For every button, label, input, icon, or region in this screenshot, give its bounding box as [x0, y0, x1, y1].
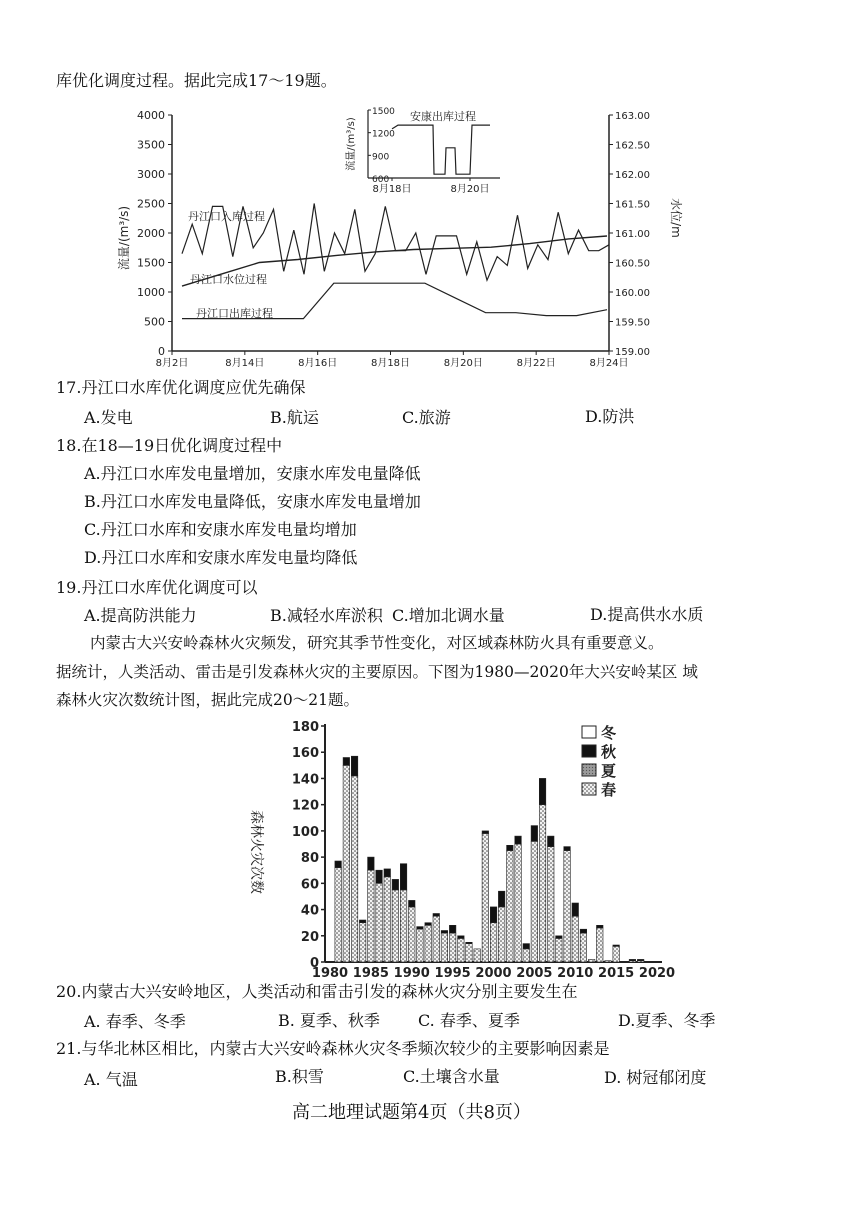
bar-1990-春: [409, 907, 416, 962]
left-tick-label: 3500: [137, 138, 165, 152]
y-tick-label: 140: [291, 772, 319, 788]
y-tick-label: 0: [309, 956, 319, 971]
y-tick-label: 20: [300, 929, 319, 945]
bar-2017-秋: [629, 959, 636, 960]
bar-2014-春: [605, 961, 612, 962]
ankang-inset: [344, 107, 500, 195]
inset-title: 安康出库过程: [410, 110, 476, 123]
q21-option-d[interactable]: D. 树冠郁闭度: [604, 1068, 707, 1087]
bar-2011-秋: [580, 929, 587, 933]
bar-2013-秋: [597, 925, 604, 928]
bar-1987-秋: [384, 869, 391, 877]
q18-option-d[interactable]: D.丹江口水库和安康水库发电量均降低: [84, 548, 358, 567]
bar-2004-春: [523, 949, 530, 962]
legend-label: 春: [601, 781, 617, 799]
x-tick-label: 2005: [516, 966, 553, 981]
right-tick-label: 159.00: [615, 347, 650, 358]
bar-2001-秋: [498, 891, 505, 907]
left-tick-label: 1500: [137, 256, 165, 270]
forest-fire-chart: [0, 712, 860, 987]
inset-ylabel: 流量/(m³/s): [346, 117, 357, 171]
bar-1995-春: [449, 933, 456, 962]
paragraph-line-1: 内蒙古大兴安岭森林火灾频发，研究其季节性变化，对区域森林防火具有重要意义。: [90, 634, 664, 652]
left-tick-label: 2000: [137, 227, 165, 240]
q20-option-b[interactable]: B. 夏季、秋季: [278, 1011, 380, 1030]
bar-2007-秋: [548, 836, 555, 847]
bar-1999-春: [482, 834, 489, 963]
bar-1989-秋: [400, 864, 407, 890]
inset-y-tick-label: 1200: [372, 129, 395, 140]
left-tick-label: 4000: [137, 109, 165, 122]
q17-option-d[interactable]: D.防洪: [585, 407, 635, 426]
q18-option-a[interactable]: A.丹江口水库发电量增加，安康水库发电量降低: [84, 464, 421, 483]
right-tick-label: 161.00: [615, 229, 650, 240]
inset-series-line: [392, 125, 490, 174]
q21-stem: 21.与华北林区相比，内蒙古大兴安岭森林火灾冬季频次较少的主要影响因素是: [56, 1039, 610, 1058]
bar-1998-春: [474, 949, 481, 962]
bar-2018-秋: [637, 959, 644, 960]
right-tick-label: 160.00: [615, 288, 650, 299]
y-axis-label: 森林火灾次数: [248, 810, 264, 894]
right-tick-label: 162.50: [615, 140, 650, 152]
bar-2002-秋: [507, 845, 513, 850]
inset-y-tick-label: 600: [372, 175, 390, 185]
q20-option-d[interactable]: D.夏季、冬季: [618, 1011, 716, 1030]
inset-x-tick-label: 8月20日: [450, 184, 490, 195]
right-tick-label: 161.50: [615, 199, 650, 211]
bar-1988-春: [392, 890, 399, 962]
bar-2005-秋: [531, 826, 538, 842]
bar-1986-秋: [376, 870, 383, 883]
bar-2012-春: [588, 959, 595, 962]
q20-option-c[interactable]: C. 春季、夏季: [418, 1011, 520, 1030]
x-tick-label: 8月24日: [589, 358, 629, 369]
x-tick-label: 8月2日: [155, 358, 189, 369]
x-tick-label: 8月14日: [225, 358, 265, 369]
x-tick-label: 8月18日: [370, 358, 411, 369]
q19-option-d[interactable]: D.提高供水水质: [590, 605, 704, 624]
x-tick-label: 2010: [557, 966, 594, 981]
bar-1984-春: [359, 923, 366, 962]
bar-1986-春: [376, 883, 383, 962]
bar-1985-秋: [368, 857, 375, 870]
q18-stem: 18.在18—19日优化调度过程中: [56, 436, 283, 455]
legend: [582, 724, 617, 799]
bar-2010-秋: [572, 903, 579, 916]
right-axis-label: 水位/m: [669, 198, 683, 238]
q20-option-a[interactable]: A. 春季、冬季: [84, 1012, 186, 1031]
label-level: 丹江口水位过程: [190, 273, 267, 286]
bar-1984-秋: [359, 920, 366, 923]
paragraph-line-2: 据统计，人类活动、雷击是引发森林火灾的主要原因。下图为1980—2020年大兴安岭某区 域: [56, 663, 698, 681]
legend-label: 夏: [601, 762, 617, 780]
x-tick-label: 2020: [638, 966, 676, 981]
bar-1996-秋: [458, 936, 465, 939]
x-tick-label: 8月22日: [516, 358, 556, 369]
right-tick-label: 163.00: [615, 111, 650, 122]
label-inflow: 丹江口入库过程: [188, 210, 265, 223]
q19-option-c[interactable]: C.增加北调水量: [392, 606, 505, 625]
intro-line: 库优化调度过程。据此完成17～19题。: [56, 71, 337, 90]
q21-option-b[interactable]: B.积雪: [275, 1067, 324, 1086]
legend-swatch: [582, 726, 596, 738]
q17-option-a[interactable]: A.发电: [84, 408, 133, 427]
bar-1994-秋: [441, 931, 448, 934]
y-tick-label: 80: [300, 851, 319, 867]
right-tick-label: 159.50: [615, 317, 650, 329]
bar-2003-秋: [515, 836, 522, 844]
right-tick-label: 162.00: [615, 170, 650, 181]
bar-1990-秋: [409, 900, 416, 907]
bar-2000-春: [490, 923, 497, 962]
bar-1995-秋: [449, 925, 456, 933]
left-tick-label: 1000: [137, 286, 165, 299]
y-tick-label: 40: [300, 903, 319, 919]
y-tick-label: 60: [300, 877, 319, 893]
bar-1983-春: [351, 776, 358, 962]
bar-2006-春: [539, 805, 546, 962]
left-tick-label: 0: [158, 345, 165, 358]
y-tick-label: 120: [291, 798, 319, 814]
bar-2010-春: [572, 916, 579, 962]
bar-1992-秋: [425, 923, 432, 926]
left-axis-label: 流量/(m³/s): [117, 205, 131, 271]
left-tick-label: 2500: [137, 197, 165, 211]
bar-2009-秋: [564, 847, 571, 851]
bar-1989-春: [400, 890, 407, 962]
bar-1993-秋: [433, 914, 440, 917]
bar-1988-秋: [392, 879, 399, 890]
bar-2011-春: [580, 933, 587, 962]
q17-stem: 17.丹江口水库优化调度应优先确保: [56, 378, 306, 397]
q17-option-c[interactable]: C.旅游: [402, 408, 451, 427]
bar-1981-春: [335, 868, 342, 962]
bar-1999-秋: [482, 831, 489, 834]
bar-2009-春: [564, 851, 571, 962]
bar-2013-春: [597, 928, 604, 962]
paragraph-line-3: 森林火灾次数统计图，据此完成20～21题。: [56, 691, 359, 709]
bar-1991-秋: [417, 927, 424, 930]
q18-option-c[interactable]: C.丹江口水库和安康水库发电量均增加: [84, 520, 357, 539]
bar-1981-秋: [335, 861, 342, 868]
bar-2006-秋: [539, 778, 546, 804]
right-tick-label: 160.50: [615, 258, 650, 270]
q19-option-a[interactable]: A.提高防洪能力: [84, 606, 197, 625]
bar-2003-春: [515, 844, 522, 962]
bar-1982-春: [343, 765, 350, 962]
bar-1993-春: [433, 916, 440, 962]
y-tick-label: 100: [291, 824, 319, 840]
bar-2000-秋: [490, 907, 497, 923]
bar-2004-秋: [523, 944, 530, 949]
x-tick-label: 1985: [352, 966, 389, 981]
bar-1983-秋: [351, 756, 358, 776]
legend-swatch: [582, 745, 596, 757]
bar-2015-春: [613, 946, 620, 962]
q18-option-b[interactable]: B.丹江口水库发电量降低，安康水库发电量增加: [84, 492, 421, 511]
q17-option-b[interactable]: B.航运: [270, 408, 319, 427]
inset-y-tick-label: 1500: [372, 107, 395, 117]
bar-2001-春: [498, 907, 505, 962]
bar-1982-秋: [343, 758, 350, 766]
bar-1996-春: [458, 938, 465, 962]
bar-1997-秋: [466, 942, 473, 943]
label-outflow: 丹江口出库过程: [196, 307, 273, 320]
y-tick-label: 160: [291, 746, 319, 762]
q21-option-c[interactable]: C.土壤含水量: [403, 1067, 500, 1086]
inset-y-tick-label: 900: [372, 152, 390, 163]
q19-option-b[interactable]: B.减轻水库淤积: [270, 606, 383, 625]
q19-stem: 19.丹江口水库优化调度可以: [56, 578, 258, 597]
x-tick-label: 8月20日: [443, 358, 483, 369]
legend-swatch: [582, 764, 596, 776]
y-tick-label: 180: [291, 720, 319, 735]
bar-2015-秋: [613, 945, 620, 946]
bar-1992-春: [425, 925, 432, 962]
x-tick-label: 2000: [475, 966, 512, 981]
bar-1985-春: [368, 870, 375, 962]
x-tick-label: 1995: [434, 966, 471, 981]
q21-option-a[interactable]: A. 气温: [84, 1070, 138, 1089]
bar-2007-春: [548, 847, 555, 962]
bar-2008-秋: [556, 936, 563, 939]
bar-2005-春: [531, 841, 538, 962]
left-tick-label: 500: [144, 315, 165, 329]
q20-stem: 20.内蒙古大兴安岭地区，人类活动和雷击引发的森林火灾分别主要发生在: [56, 982, 578, 1001]
left-tick-label: 3000: [137, 168, 165, 181]
bar-1997-春: [466, 944, 473, 962]
x-tick-label: 2015: [598, 966, 635, 981]
x-tick-label: 1980: [311, 966, 349, 981]
bar-1987-春: [384, 877, 391, 962]
legend-label: 冬: [601, 724, 617, 742]
page-footer: 高二地理试题第4页（共8页）: [292, 1102, 531, 1123]
bar-2008-春: [556, 938, 563, 962]
bar-2002-春: [507, 851, 513, 962]
bar-1991-春: [417, 929, 424, 962]
inset-x-tick-label: 8月18日: [372, 184, 412, 195]
x-tick-label: 1990: [393, 966, 430, 981]
legend-swatch: [582, 783, 596, 795]
legend-label: 秋: [601, 743, 617, 761]
bar-1994-春: [441, 933, 448, 962]
x-tick-label: 8月16日: [298, 358, 338, 369]
